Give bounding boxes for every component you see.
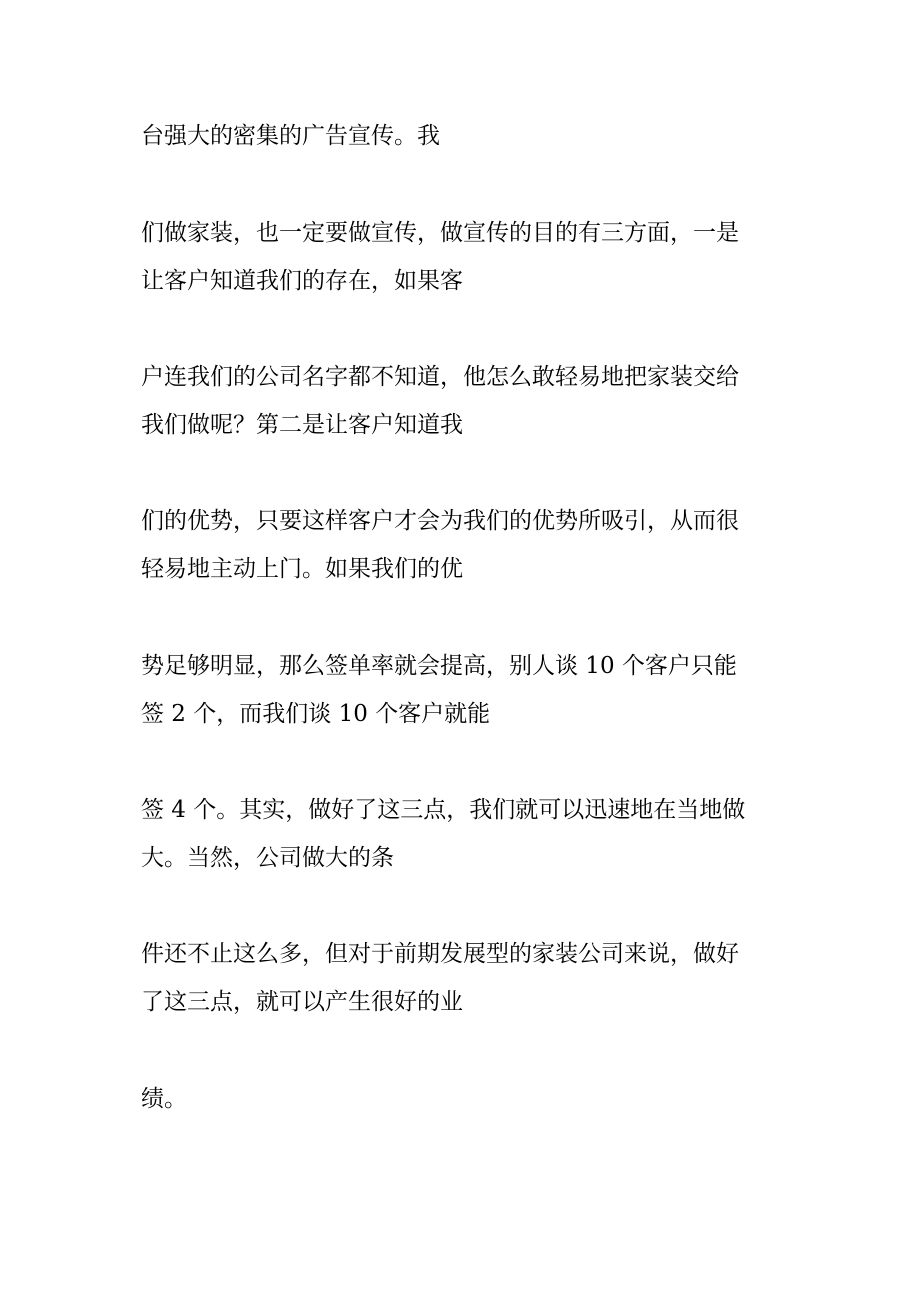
text-line: 势足够明显，那么签单率就会提高，别人谈 10 个客户只能 <box>141 653 737 679</box>
text-line: 大。当然，公司做大的条 <box>141 845 394 871</box>
text-line: 我们做呢？第二是让客户知道我 <box>141 412 463 438</box>
text-line: 绩。 <box>141 1086 187 1112</box>
text-line: 们做家装，也一定要做宣传，做宣传的目的有三方面，一是 <box>141 220 739 246</box>
text-line: 件还不止这么多，但对于前期发展型的家装公司来说，做好 <box>141 941 739 967</box>
paragraph-1 <box>141 112 801 160</box>
paragraph-8 <box>141 1075 801 1123</box>
paragraph-4 <box>141 497 801 593</box>
paragraph-3 <box>141 353 801 449</box>
text-line: 台强大的密集的广告宣传。我 <box>141 123 440 149</box>
text-line: 签 2 个，而我们谈 10 个客户就能 <box>141 701 491 727</box>
paragraph-6 <box>141 786 801 882</box>
text-line: 了这三点，就可以产生很好的业 <box>141 989 463 1015</box>
paragraph-5 <box>141 642 801 738</box>
paragraph-7 <box>141 930 801 1026</box>
text-line: 户连我们的公司名字都不知道，他怎么敢轻易地把家装交给 <box>141 364 739 390</box>
paragraph-2 <box>141 209 801 305</box>
text-line: 让客户知道我们的存在，如果客 <box>141 268 463 294</box>
text-line: 们的优势，只要这样客户才会为我们的优势所吸引，从而很 <box>141 508 739 534</box>
text-line: 签 4 个。其实，做好了这三点，我们就可以迅速地在当地做 <box>141 797 746 823</box>
text-line: 轻易地主动上门。如果我们的优 <box>141 556 463 582</box>
